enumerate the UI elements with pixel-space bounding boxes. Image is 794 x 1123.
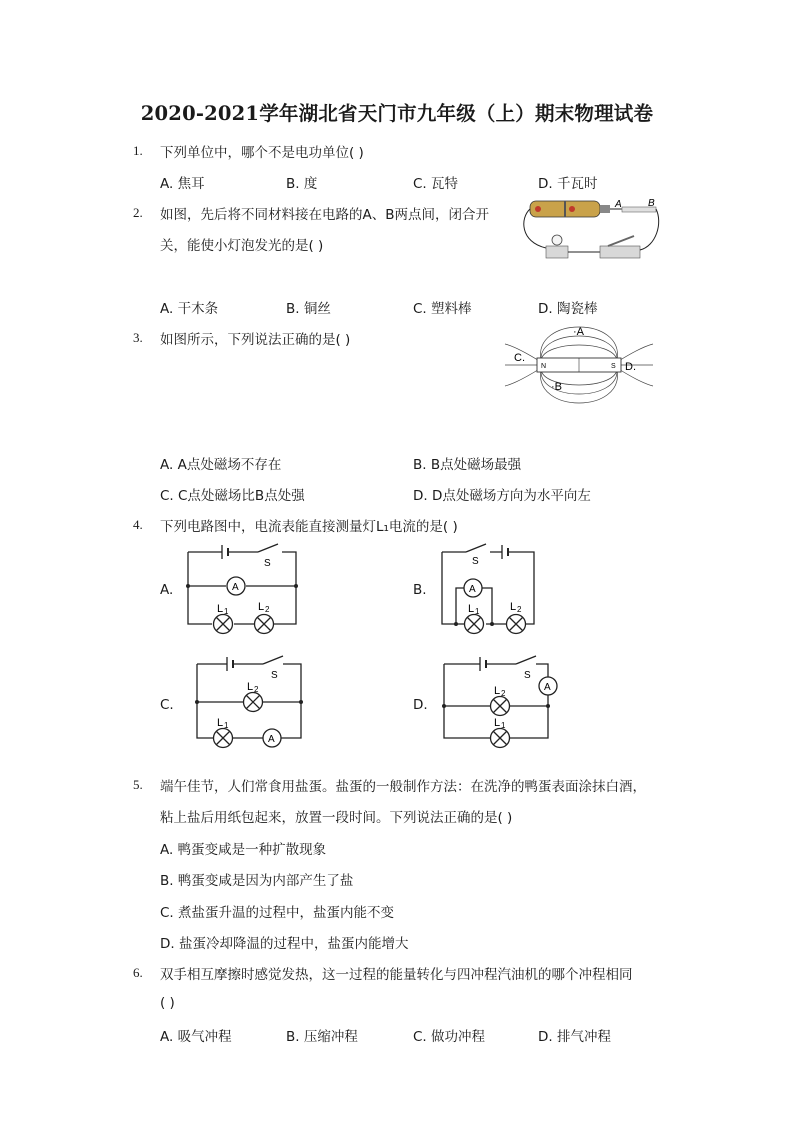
circuit-diagram-c: [193, 656, 305, 748]
option-d[interactable]: D. 陶瓷棒: [538, 301, 598, 317]
south-pole-label: S: [611, 363, 616, 370]
option-d[interactable]: D. 盐蛋冷却降温的过程中，盐蛋内能增大: [160, 936, 409, 952]
wire: [640, 209, 659, 250]
ammeter-label: A: [469, 584, 476, 595]
l2-subscript: 2: [501, 689, 506, 698]
circuit-figure-q2: [518, 198, 660, 266]
junction-dot: [442, 704, 446, 708]
switch-blade: [258, 544, 278, 552]
question-text: 如图所示，下列说法正确的是( ): [160, 332, 351, 348]
l1-label: L: [217, 717, 224, 729]
circuit-diagram-b: [438, 544, 538, 634]
option-a[interactable]: A. 吸气冲程: [160, 1029, 232, 1045]
question-number: 1.: [133, 143, 143, 158]
battery-terminal-icon: [535, 206, 541, 212]
option-c[interactable]: C. C点处磁场比B点处强: [160, 488, 305, 504]
option-b[interactable]: B. 压缩冲程: [286, 1029, 358, 1045]
battery-terminal-icon: [569, 206, 575, 212]
option-a[interactable]: A. A点处磁场不存在: [160, 457, 282, 473]
option-a[interactable]: A. 干木条: [160, 301, 219, 317]
option-b[interactable]: B. 度: [286, 176, 318, 192]
circuit-diagram-d: [440, 656, 560, 748]
l2-subscript: 2: [265, 605, 270, 614]
l1-label: L: [494, 717, 501, 729]
junction-dot: [546, 704, 550, 708]
option-d[interactable]: D. 千瓦时: [538, 176, 598, 192]
l2-label: L: [258, 601, 265, 613]
battery-divider: [564, 201, 566, 217]
ammeter-label: A: [544, 682, 551, 693]
point-b-label: B: [648, 198, 655, 209]
switch-label: S: [271, 670, 278, 681]
junction-dot: [195, 700, 199, 704]
switch-label: S: [264, 558, 271, 569]
option-d[interactable]: D. 排气冲程: [538, 1029, 611, 1045]
question-number: 5.: [133, 777, 143, 792]
switch-lever-icon: [608, 236, 634, 246]
l1-subscript: 1: [501, 721, 506, 730]
l1-label: L: [468, 603, 475, 615]
l1-subscript: 1: [224, 607, 229, 616]
question-text-line-2: 粘上盐后用纸包起来，放置一段时间。下列说法正确的是( ): [160, 810, 513, 826]
option-b[interactable]: B. 鸭蛋变咸是因为内部产生了盐: [160, 873, 354, 889]
junction-dot: [454, 622, 458, 626]
magnet-field-figure: [505, 322, 653, 406]
question-text-line-2: ( ): [160, 995, 175, 1011]
option-d[interactable]: D. D点处磁场方向为水平向左: [413, 488, 591, 504]
question-text-line-1: 如图，先后将不同材料接在电路的A、B两点间，闭合开: [160, 207, 489, 223]
option-c[interactable]: C. 做功冲程: [413, 1029, 486, 1045]
l2-subscript: 2: [517, 605, 522, 614]
circuit-diagram-a: [184, 544, 300, 634]
point-a-label: A: [615, 199, 622, 210]
question-number: 6.: [133, 965, 143, 980]
l2-label: L: [247, 681, 254, 693]
page-title: 2020-2021学年湖北省天门市九年级（上）期末物理试卷: [140, 102, 654, 125]
question-number: 2.: [133, 205, 143, 220]
l1-subscript: 1: [224, 721, 229, 730]
option-b[interactable]: B.: [413, 582, 427, 598]
option-c[interactable]: C. 煮盐蛋升温的过程中，盐蛋内能不变: [160, 905, 395, 921]
l1-label: L: [217, 603, 224, 615]
switch-blade: [263, 656, 283, 664]
battery-cap: [600, 205, 610, 213]
point-a-label: ·A: [573, 326, 584, 338]
switch-label: S: [472, 556, 479, 567]
option-a[interactable]: A. 鸭蛋变咸是一种扩散现象: [160, 842, 327, 858]
l1-subscript: 1: [475, 607, 480, 616]
bulb-holder: [546, 246, 568, 258]
l2-label: L: [494, 685, 501, 697]
option-a[interactable]: A. 焦耳: [160, 176, 205, 192]
question-text-line-1: 端午佳节，人们常食用盐蛋。盐蛋的一般制作方法：在洗净的鸭蛋表面涂抹白酒，: [160, 779, 646, 795]
option-c[interactable]: C. 瓦特: [413, 176, 459, 192]
point-d-label: D.: [625, 361, 636, 373]
junction-dot: [299, 700, 303, 704]
l2-label: L: [510, 601, 517, 613]
option-b[interactable]: B. 铜丝: [286, 301, 331, 317]
option-a[interactable]: A.: [160, 582, 174, 598]
l2-subscript: 2: [254, 685, 259, 694]
question-text-line-2: 关，能使小灯泡发光的是( ): [160, 238, 324, 254]
ammeter-label: A: [232, 582, 239, 593]
switch-base: [600, 246, 640, 258]
junction-dot: [186, 584, 190, 588]
question-text-line-1: 双手相互摩擦时感觉发热，这一过程的能量转化与四冲程汽油机的哪个冲程相同: [160, 967, 633, 983]
question-text: 下列电路图中，电流表能直接测量灯L₁电流的是( ): [160, 519, 458, 535]
option-c[interactable]: C.: [160, 697, 174, 713]
question-text: 下列单位中，哪个不是电功单位( ): [160, 145, 364, 161]
ammeter-label: A: [268, 734, 275, 745]
option-c[interactable]: C. 塑料棒: [413, 301, 472, 317]
question-number: 3.: [133, 330, 143, 345]
switch-label: S: [524, 670, 531, 681]
junction-dot: [490, 622, 494, 626]
point-c-label: C.: [514, 352, 525, 364]
option-b[interactable]: B. B点处磁场最强: [413, 457, 522, 473]
switch-blade: [466, 544, 486, 552]
bulb-icon: [552, 235, 562, 245]
point-b-label: ·B: [551, 381, 562, 393]
junction-dot: [294, 584, 298, 588]
option-d[interactable]: D.: [413, 697, 428, 713]
switch-blade: [516, 656, 536, 664]
north-pole-label: N: [541, 363, 547, 370]
question-number: 4.: [133, 517, 143, 532]
